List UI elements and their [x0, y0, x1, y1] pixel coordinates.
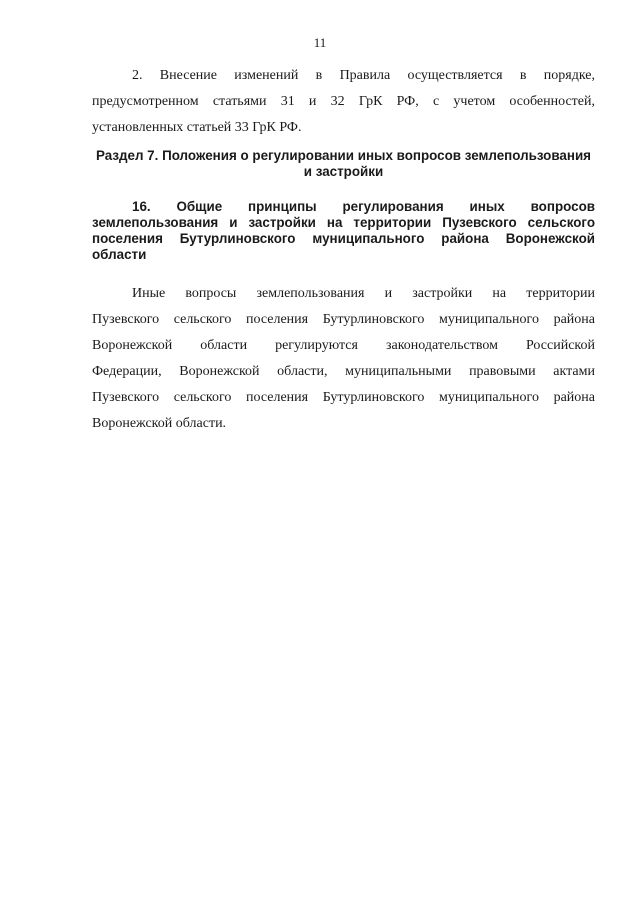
- intro-paragraph: [92, 63, 595, 141]
- article-heading-line-1: 16. Общие принципы регулирования иных вопросов: [132, 199, 595, 214]
- article-heading-line-2: землепользования и застройки на территории Пузевского сельского: [92, 215, 595, 230]
- article-heading: [92, 199, 595, 263]
- body-line-5: Пузевского сельского поселения Бутурлиновского муниципального района: [92, 390, 595, 405]
- page-number: 11: [313, 35, 327, 50]
- intro-line-2: предусмотренном статьями 31 и 32 ГрК РФ, с учетом особенностей,: [92, 94, 595, 109]
- article-heading-line-4: области: [92, 247, 147, 262]
- section-heading: [92, 148, 595, 180]
- body-line-2: Пузевского сельского поселения Бутурлиновского муниципального района: [92, 312, 595, 327]
- body-line-4: Федерации, Воронежской области, муниципальными правовыми актами: [92, 364, 595, 379]
- body-line-6: Воронежской области.: [92, 416, 227, 431]
- body-line-3: Воронежской области регулируются законодательством Российской: [92, 338, 595, 353]
- section-heading-line-1: Раздел 7. Положения о регулировании иных вопросов землепользования: [95, 148, 591, 163]
- section-heading-line-2: и застройки: [303, 164, 384, 179]
- body-line-1: Иные вопросы землепользования и застройки на территории: [132, 286, 595, 301]
- article-heading-line-3: поселения Бутурлиновского муниципального района Воронежской: [92, 231, 595, 246]
- body-paragraph: [92, 281, 595, 437]
- intro-line-1: 2. Внесение изменений в Правила осуществляется в порядке,: [132, 68, 595, 83]
- intro-line-3: установленных статьей 33 ГрК РФ.: [92, 120, 302, 135]
